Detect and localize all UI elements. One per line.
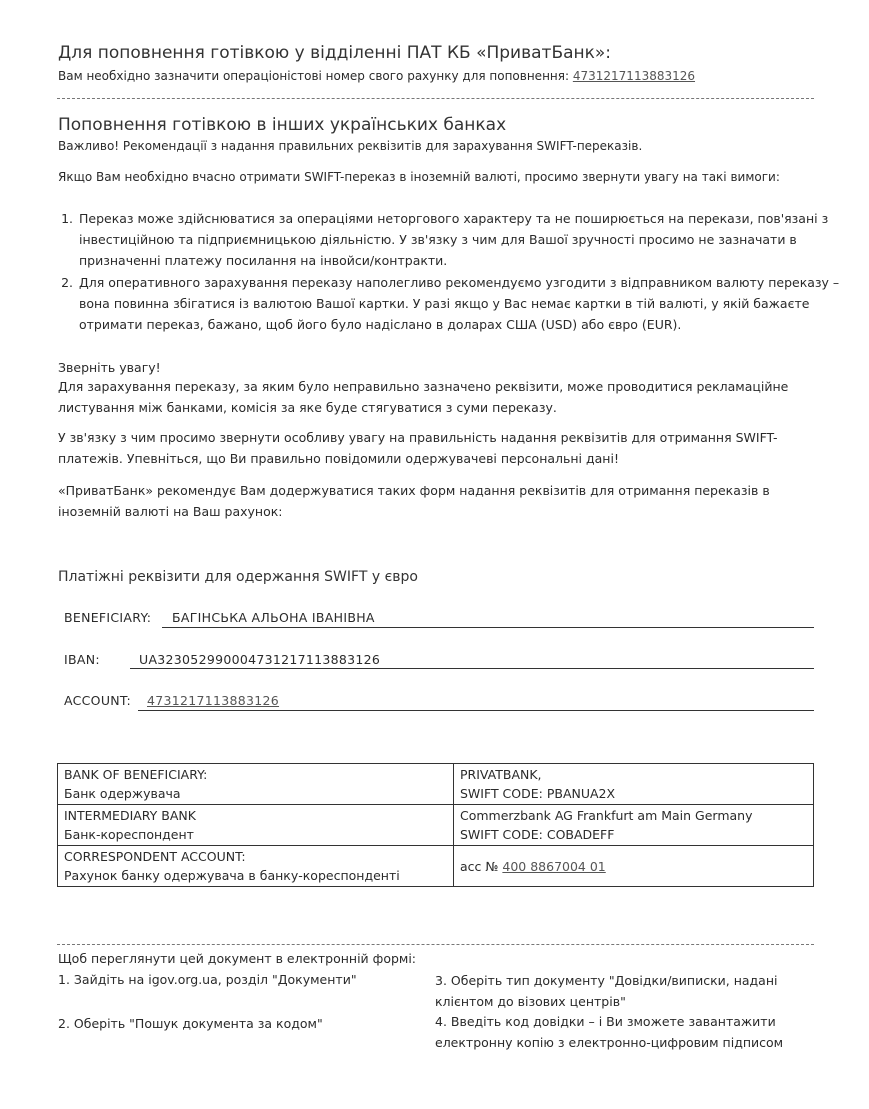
- privat-section-note: [58, 69, 695, 83]
- correspondent-account-value-cell: [454, 846, 814, 887]
- swift-details-title: Платіжні реквізити для одержання SWIFT у євро: [58, 569, 418, 585]
- footer-intro: Щоб переглянути цей документ в електронній формі:: [58, 951, 417, 966]
- recommend-text: «ПриватБанк» рекомендує Вам додержуватися таких форм надання реквізитів для отримання переказів в іноземній валюті на Ваш рахунок:: [58, 483, 770, 519]
- bank-of-beneficiary-label-ua: Банк одержувача: [64, 786, 181, 801]
- bank-of-beneficiary-label: BANK OF BENEFICIARY:: [64, 767, 208, 782]
- correspondent-account-number[interactable]: 400 8867004 01: [502, 858, 606, 874]
- intermediary-bank-value-cell: [454, 805, 814, 846]
- footer-step-3: 3. Оберіть тип документу "Довідки/виписки, надані клієнтом до візових центрів": [435, 973, 778, 1009]
- bank-details-table: [57, 763, 814, 887]
- divider-bottom: [57, 944, 814, 945]
- accuracy-text: У зв'язку з чим просимо звернути особливу увагу на правильність надання реквізитів для отримання SWIFT-платежів. Упевніться, що Ви правильно повідомили одержувачеві персональні дані!: [58, 430, 778, 466]
- table-row: [58, 805, 814, 846]
- beneficiary-bank-name: PRIVATBANK,: [460, 767, 542, 782]
- intermediary-bank-label: INTERMEDIARY BANK: [64, 808, 196, 823]
- account-label: ACCOUNT:: [64, 693, 131, 708]
- requirement-item: 2. Для оперативного зарахування переказу наполегливо рекомендуємо узгодити з відправником валюту переказу – вона повинна збігатися із валютою Вашої картки. У разі якщо у Вас немає картки в тій валюті, у якій бажаєте отримати переказ, бажано, щоб його було надіслано в доларах США (USD) або євро (EUR).: [77, 272, 847, 335]
- attention-title: Зверніть увагу!: [58, 360, 161, 375]
- attention-text: Для зарахування переказу, за яким було неправильно зазначено реквізити, може проводитися рекламаційне листування між банками, комісія за яке буде стягуватися з суми переказу.: [58, 379, 789, 415]
- bank-of-beneficiary-cell: [58, 764, 454, 805]
- other-banks-title: Поповнення готівкою в інших українських банках: [58, 115, 507, 135]
- intermediary-bank-cell: [58, 805, 454, 846]
- intermediary-bank-label-ua: Банк-кореспондент: [64, 827, 194, 842]
- iban-label: IBAN:: [64, 652, 100, 667]
- privat-account-number[interactable]: 4731217113883126: [572, 69, 696, 83]
- acc-prefix: acc №: [460, 858, 499, 874]
- bank-of-beneficiary-value-cell: [454, 764, 814, 805]
- iban-value: UA323052990004731217113883126: [139, 652, 381, 667]
- privat-section-title: Для поповнення готівкою у відділенні ПАТ КБ «ПриватБанк»:: [58, 43, 612, 63]
- intermediary-bank-swift: SWIFT CODE: COBADEFF: [460, 827, 615, 842]
- correspondent-account-cell: [58, 846, 454, 887]
- beneficiary-underline: [162, 627, 814, 628]
- iban-underline: [130, 668, 814, 669]
- important-note: Важливо! Рекомендації з надання правильних реквізитів для зарахування SWIFT-переказів.: [58, 139, 643, 153]
- table-row: [58, 764, 814, 805]
- beneficiary-value: БАГІНСЬКА АЛЬОНА ІВАНІВНА: [172, 610, 375, 625]
- beneficiary-label: BENEFICIARY:: [64, 610, 152, 625]
- correspondent-account-label-ua: Рахунок банку одержувача в банку-кореспонденті: [64, 868, 400, 883]
- requirement-item: 1. Переказ може здійснюватися за операціями неторгового характеру та не поширюється на перекази, пов'язані з інвестиційною та підприємницькою діяльністю. У зв'язку з чим для Вашої зручності просимо не зазначати в призначенні платежу посилання на інвойси/контракти.: [77, 208, 847, 271]
- privat-note-prefix: Вам необхідно зазначити операціоністові номер свого рахунку для поповнення:: [58, 69, 570, 83]
- divider-top: [57, 98, 814, 99]
- footer-step-4: 4. Введіть код довідки – і Ви зможете завантажити електронну копію з електронно-цифровим підписом: [435, 1014, 784, 1050]
- intermediary-bank-name: Commerzbank AG Frankfurt am Main Germany: [460, 808, 753, 823]
- footer-step-2: 2. Оберіть "Пошук документа за кодом": [58, 1016, 323, 1031]
- account-value[interactable]: 4731217113883126: [147, 693, 280, 708]
- correspondent-account-label: CORRESPONDENT ACCOUNT:: [64, 849, 246, 864]
- table-row: [58, 846, 814, 887]
- account-underline: [138, 710, 814, 711]
- requirements-list: [55, 208, 847, 336]
- footer-step-1: 1. Зайдіть на igov.org.ua, розділ "Документи": [58, 972, 357, 987]
- requirements-intro: Якщо Вам необхідно вчасно отримати SWIFT-переказ в іноземній валюті, просимо звернути увагу на такі вимоги:: [58, 170, 780, 184]
- beneficiary-bank-swift: SWIFT CODE: PBANUA2X: [460, 786, 616, 801]
